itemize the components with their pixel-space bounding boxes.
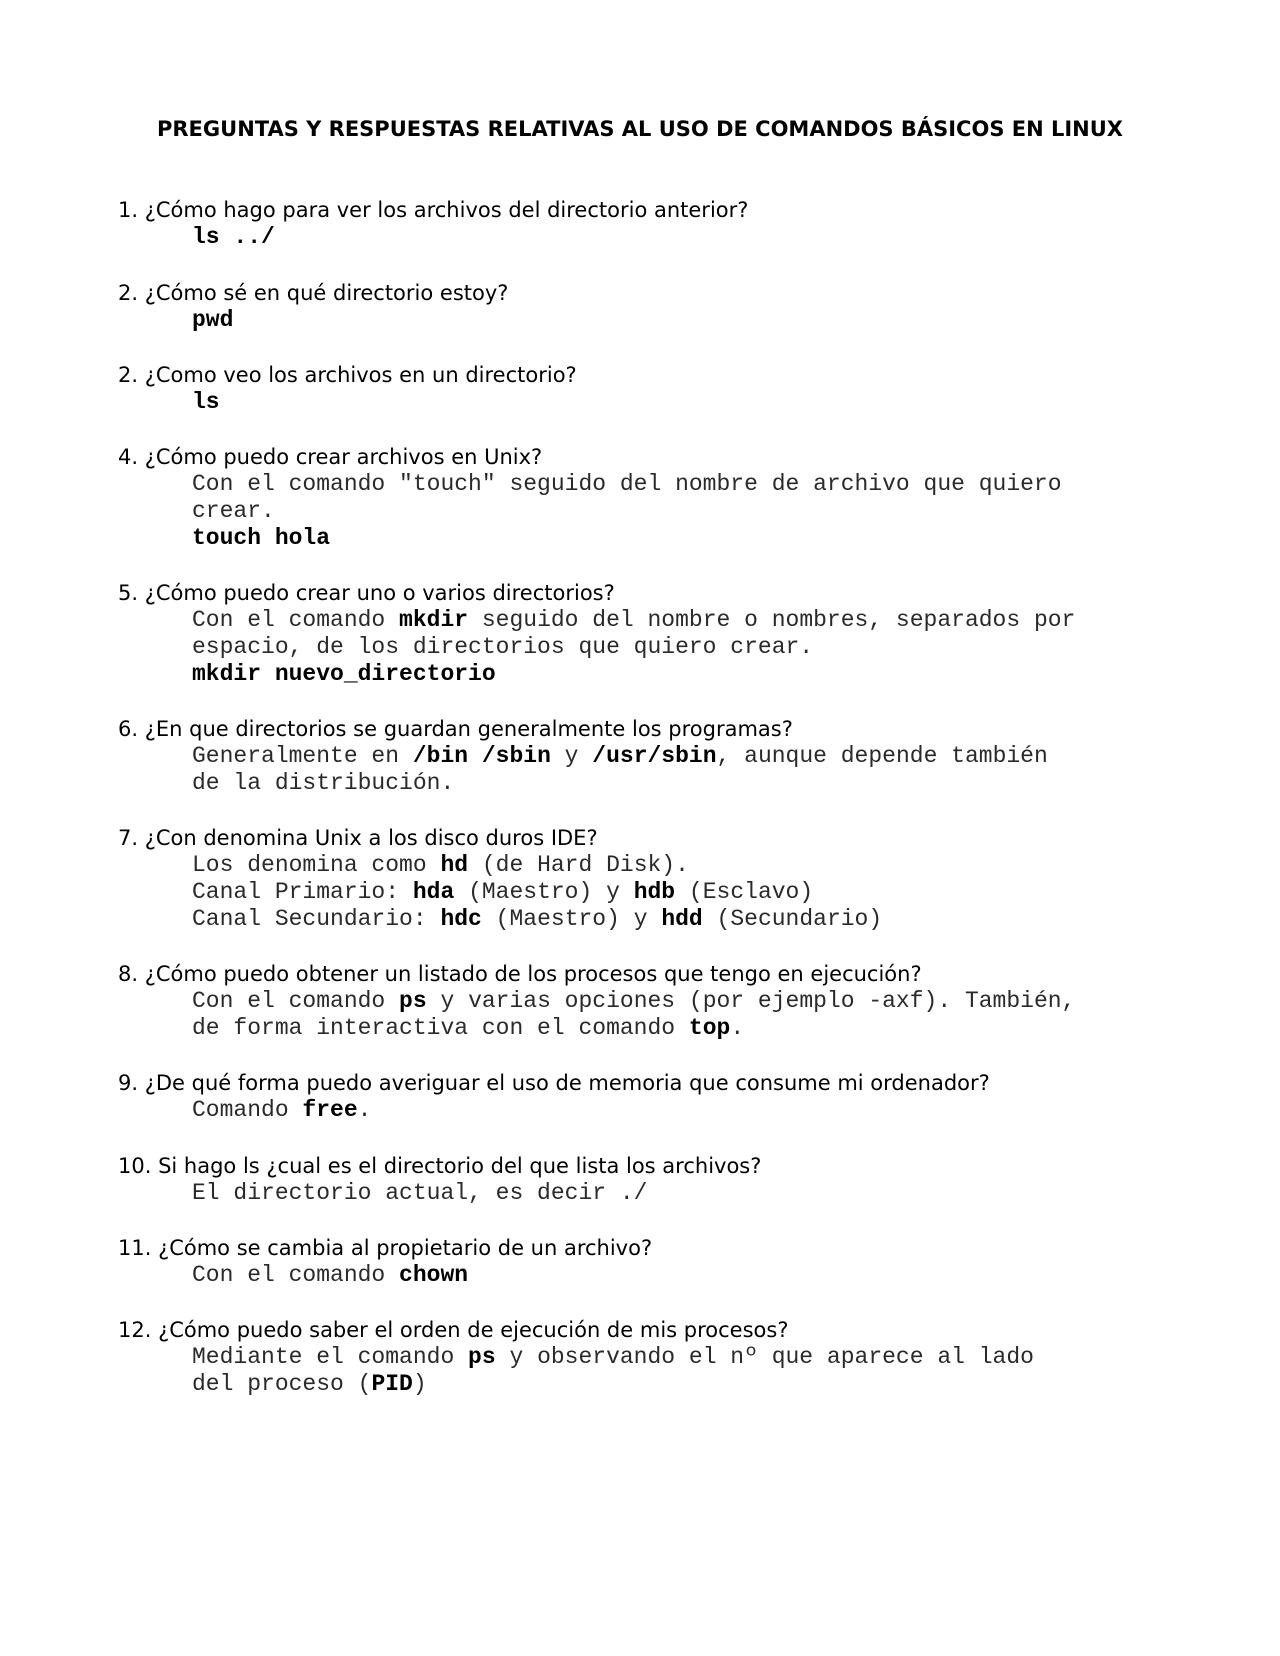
answer-block — [118, 607, 1178, 688]
answer-text: Con el comando — [192, 1262, 400, 1288]
answer-line — [192, 879, 1178, 906]
command-text: hdc — [440, 906, 482, 932]
answer-text: (Maestro) y — [454, 879, 634, 905]
command-text: ls ../ — [192, 224, 275, 250]
command-text: /bin /sbin — [412, 743, 551, 769]
answer-line — [192, 471, 1178, 498]
command-text: mkdir nuevo_directorio — [192, 661, 496, 687]
answer-line — [192, 743, 1178, 770]
command-text: ps — [468, 1344, 496, 1370]
answer-block — [118, 224, 1178, 251]
answer-text: El directorio actual, es decir ./ — [192, 1180, 648, 1206]
answer-text: (Secundario) — [702, 906, 883, 932]
answer-line — [192, 1344, 1178, 1371]
answer-line — [192, 1015, 1178, 1042]
answer-line — [192, 498, 1178, 525]
question-text: 8. ¿Cómo puedo obtener un listado de los procesos que tengo en ejecución? — [118, 962, 922, 986]
answer-line — [192, 988, 1178, 1015]
answer-text: Mediante el comando — [192, 1344, 469, 1370]
qa-item — [118, 361, 1178, 416]
command-text: free — [302, 1097, 358, 1123]
qa-item — [118, 1316, 1178, 1398]
answer-line — [192, 389, 1178, 416]
qa-item — [118, 1234, 1178, 1289]
command-text: touch hola — [192, 525, 331, 551]
command-text: chown — [399, 1262, 469, 1288]
answer-line — [192, 1097, 1178, 1124]
answer-block — [118, 1097, 1178, 1124]
answer-text: y — [550, 743, 593, 769]
question-text: 6. ¿En que directorios se guardan generalmente los programas? — [118, 717, 793, 741]
question-text: 7. ¿Con denomina Unix a los disco duros IDE? — [118, 826, 598, 850]
answer-block — [118, 988, 1178, 1042]
answer-text: Generalmente en — [192, 743, 413, 769]
command-text: /usr/sbin — [592, 743, 717, 769]
answer-block — [118, 852, 1178, 933]
qa-item — [118, 579, 1178, 688]
answer-text: Con el comando "touch" seguido del nombre de archivo que quiero — [192, 471, 1062, 497]
question-text: 5. ¿Cómo puedo crear uno o varios directorios? — [118, 581, 615, 605]
qa-item — [118, 1069, 1178, 1124]
answer-text: y varias opciones (por ejemplo -axf). También, — [426, 988, 1076, 1014]
answer-text: Canal Secundario: — [192, 906, 441, 932]
answer-text: y observando el nº que aparece al lado — [495, 1344, 1034, 1370]
answer-line — [192, 770, 1178, 797]
command-text: PID — [371, 1371, 413, 1397]
answer-line — [192, 906, 1178, 933]
command-text: top — [688, 1015, 731, 1041]
qa-item — [118, 715, 1178, 797]
answer-text: ) — [412, 1371, 427, 1397]
qa-item — [118, 1152, 1178, 1207]
answer-line — [192, 224, 1178, 251]
answer-block — [118, 471, 1178, 552]
answer-text: (Maestro) y — [481, 906, 662, 932]
answer-text: . — [730, 1015, 745, 1041]
answer-line — [192, 634, 1178, 661]
answer-text: espacio, de los directorios que quiero crear. — [192, 634, 814, 660]
answer-text: Con el comando — [192, 988, 400, 1014]
answer-line — [192, 1180, 1178, 1207]
answer-line — [192, 607, 1178, 634]
command-text: ls — [192, 389, 220, 415]
command-text: hdb — [633, 879, 676, 905]
answer-text: de la distribución. — [192, 770, 455, 796]
command-text: hdd — [661, 906, 703, 932]
qa-item — [118, 443, 1178, 552]
command-text: hda — [412, 879, 455, 905]
question-text: 10. Si hago ls ¿cual es el directorio del que lista los archivos? — [118, 1154, 762, 1178]
question-text: 2. ¿Cómo sé en qué directorio estoy? — [118, 281, 509, 305]
answer-text: Los denomina como — [192, 852, 441, 878]
qa-item — [118, 960, 1178, 1042]
answer-text: Con el comando — [192, 607, 400, 633]
question-text: 4. ¿Cómo puedo crear archivos en Unix? — [118, 445, 543, 469]
question-text: 2. ¿Como veo los archivos en un directorio? — [118, 363, 577, 387]
answer-text: de forma interactiva con el comando — [192, 1015, 689, 1041]
command-text: ps — [399, 988, 427, 1014]
answer-text: Comando — [192, 1097, 303, 1123]
question-text: 11. ¿Cómo se cambia al propietario de un archivo? — [118, 1236, 653, 1260]
answer-text: del proceso ( — [192, 1371, 372, 1397]
answer-block — [118, 1180, 1178, 1207]
answer-line — [192, 661, 1178, 688]
qa-item — [118, 279, 1178, 334]
answer-line — [192, 525, 1178, 552]
question-text: 9. ¿De qué forma puedo averiguar el uso de memoria que consume mi ordenador? — [118, 1071, 990, 1095]
command-text: pwd — [192, 307, 234, 333]
command-text: hd — [440, 852, 469, 878]
answer-block — [118, 1262, 1178, 1289]
page-title: PREGUNTAS Y RESPUESTAS RELATIVAS AL USO DE COMANDOS BÁSICOS EN LINUX — [157, 117, 1123, 141]
question-text: 12. ¿Cómo puedo saber el orden de ejecución de mis procesos? — [118, 1318, 789, 1342]
answer-block — [118, 389, 1178, 416]
answer-line — [192, 1262, 1178, 1289]
answer-block — [118, 1344, 1178, 1398]
command-text: mkdir — [399, 607, 469, 633]
answer-line — [192, 307, 1178, 334]
answer-block — [118, 307, 1178, 334]
qa-item — [118, 824, 1178, 933]
answer-text: . — [357, 1097, 372, 1123]
answer-line — [192, 852, 1178, 879]
question-text: 1. ¿Cómo hago para ver los archivos del directorio anterior? — [118, 198, 749, 222]
qa-item — [118, 196, 1178, 251]
answer-text: , aunque depende también — [716, 743, 1048, 769]
answer-text: (de Hard Disk). — [468, 852, 689, 878]
answer-text: crear. — [192, 498, 275, 524]
answer-line — [192, 1371, 1178, 1398]
answer-block — [118, 743, 1178, 797]
answer-text: seguido del nombre o nombres, separados por — [468, 607, 1076, 633]
answer-text: Canal Primario: — [192, 879, 413, 905]
answer-text: (Esclavo) — [675, 879, 814, 905]
